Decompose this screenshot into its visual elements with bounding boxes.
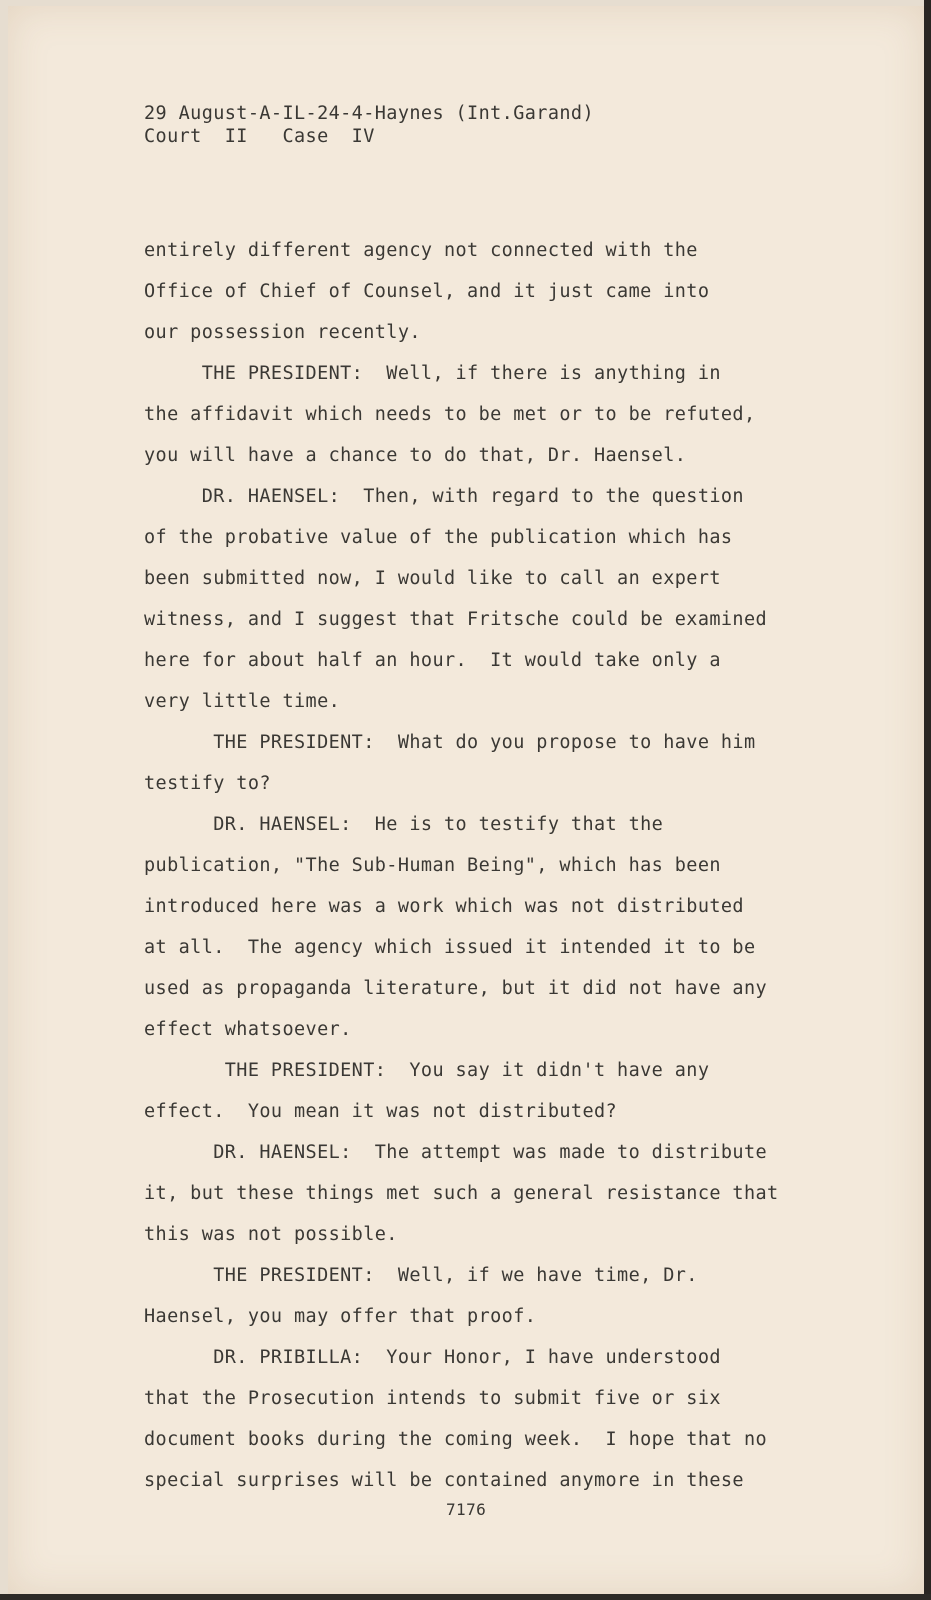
text-line: THE PRESIDENT: What do you propose to have him <box>144 732 756 753</box>
scan-edge-right <box>924 0 931 1600</box>
text-line: this was not possible. <box>144 1224 398 1245</box>
text-line: effect. You mean it was not distributed? <box>144 1101 618 1122</box>
document-page <box>8 6 924 1594</box>
header-line-2: Court II Case IV <box>144 126 375 147</box>
text-line: very little time. <box>144 691 341 712</box>
text-line: DR. HAENSEL: He is to testify that the <box>144 814 664 835</box>
text-line: THE PRESIDENT: Well, if there is anything in <box>144 363 721 384</box>
text-line: DR. HAENSEL: The attempt was made to distribute <box>144 1142 768 1163</box>
text-line: of the probative value of the publication which has <box>144 527 733 548</box>
text-line: here for about half an hour. It would take only a <box>144 650 721 671</box>
text-line: Haensel, you may offer that proof. <box>144 1306 537 1327</box>
text-line: THE PRESIDENT: You say it didn't have any <box>144 1060 710 1081</box>
text-line: testify to? <box>144 773 271 794</box>
text-line: been submitted now, I would like to call an expert <box>144 568 721 589</box>
text-line: at all. The agency which issued it intended it to be <box>144 937 756 958</box>
scan-edge-bottom <box>0 1594 931 1600</box>
text-line: Office of Chief of Counsel, and it just came into <box>144 281 710 302</box>
text-line: DR. PRIBILLA: Your Honor, I have understood <box>144 1347 721 1368</box>
header-line-1: 29 August-A-IL-24-4-Haynes (Int.Garand) <box>144 103 594 124</box>
text-line: the affidavit which needs to be met or to be refuted, <box>144 404 756 425</box>
text-line: entirely different agency not connected with the <box>144 240 698 261</box>
text-line: it, but these things met such a general resistance that <box>144 1183 779 1204</box>
text-line: document books during the coming week. I hope that no <box>144 1429 768 1450</box>
text-line: effect whatsoever. <box>144 1019 352 1040</box>
page-number: 7176 <box>446 1500 487 1519</box>
text-line: special surprises will be contained anymore in these <box>144 1470 744 1491</box>
text-line: that the Prosecution intends to submit five or six <box>144 1388 721 1409</box>
text-line: our possession recently. <box>144 322 421 343</box>
transcript-body <box>144 230 844 1501</box>
text-line: publication, "The Sub-Human Being", which has been <box>144 855 721 876</box>
text-line: DR. HAENSEL: Then, with regard to the question <box>144 486 744 507</box>
document-header <box>144 102 594 148</box>
text-line: introduced here was a work which was not distributed <box>144 896 744 917</box>
text-line: witness, and I suggest that Fritsche could be examined <box>144 609 768 630</box>
text-line: you will have a chance to do that, Dr. Haensel. <box>144 445 687 466</box>
text-line: used as propaganda literature, but it did not have any <box>144 978 768 999</box>
text-line: THE PRESIDENT: Well, if we have time, Dr. <box>144 1265 698 1286</box>
